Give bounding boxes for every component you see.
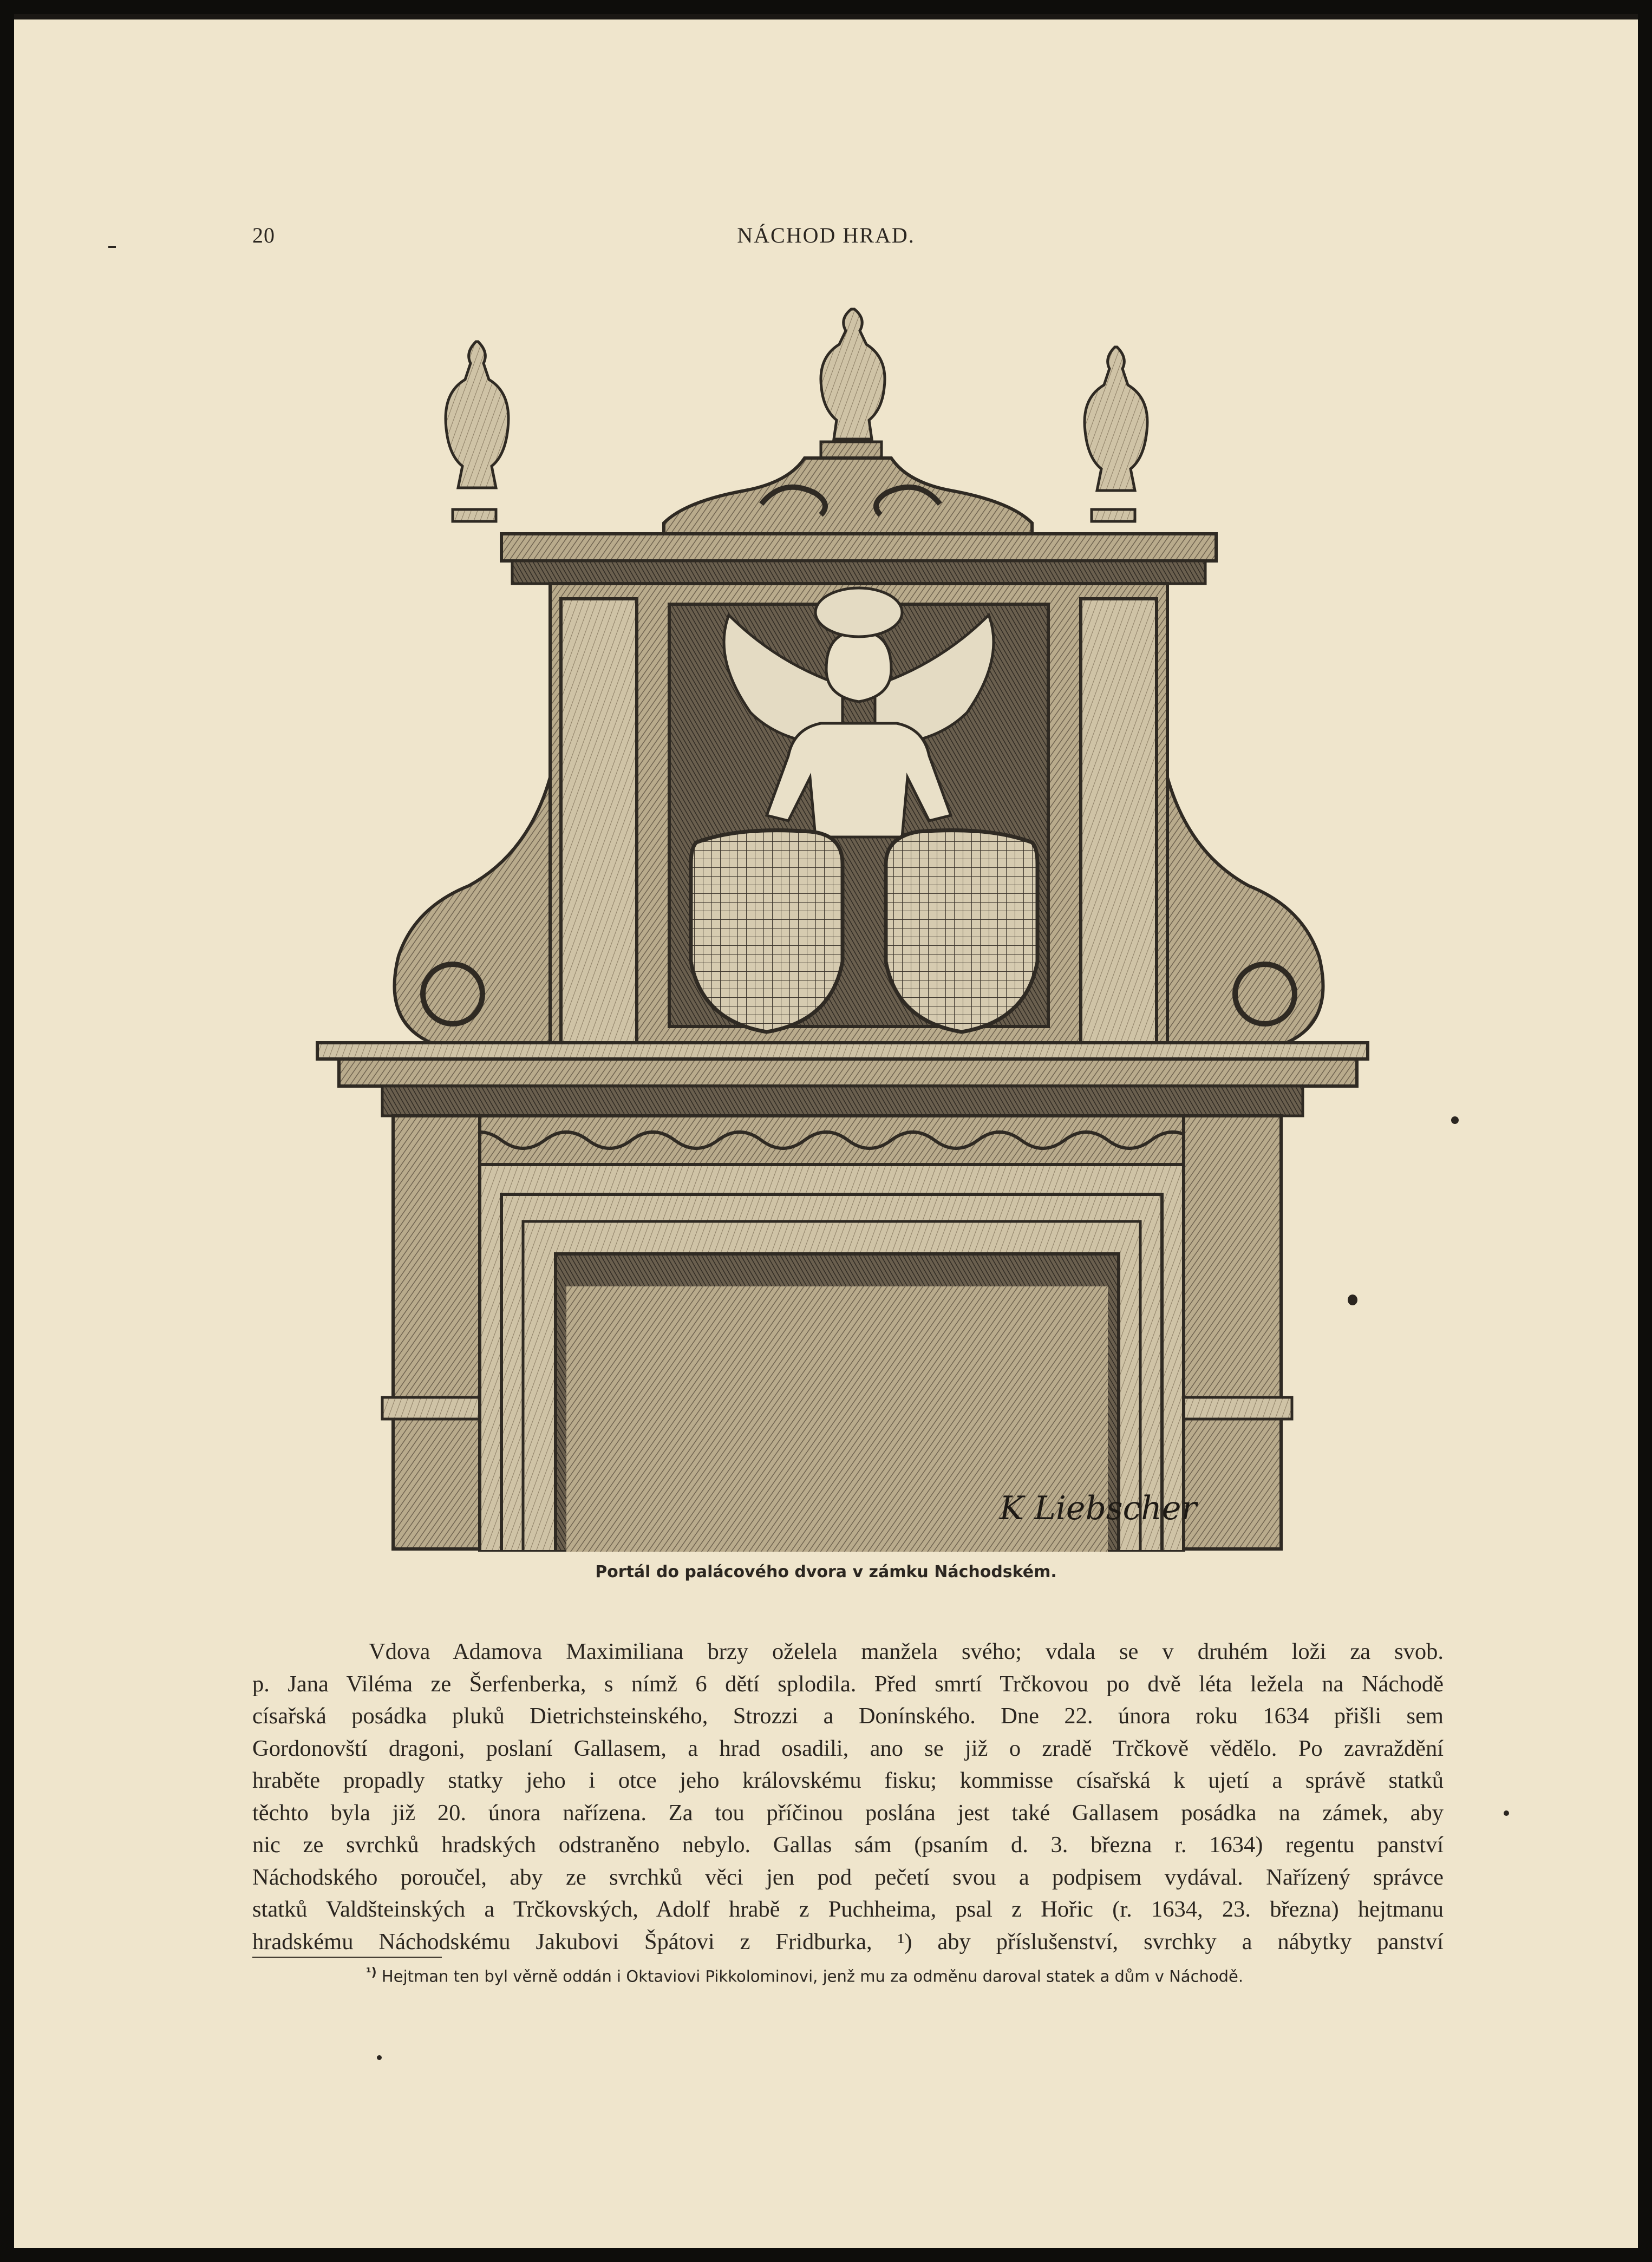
footnote-marker: ¹)	[366, 1966, 377, 1979]
figure-caption: Portál do palácového dvora v zámku Náchodském.	[595, 1563, 1057, 1581]
text-line: císařská posádka pluků Dietrichsteinského, Strozzi a Donínského. Dne 22. února roku 1634 přišli sem	[252, 1703, 1444, 1729]
frieze	[436, 1116, 1249, 1165]
text-line: hradskému Náchodskému Jakubovi Špátovi z Fridburka, ¹) aby příslušenství, svrchky a nábytky panství	[252, 1928, 1444, 1954]
top-cornice	[501, 534, 1216, 561]
footnote-text: Hejtman ten byl věrně oddán i Oktaviovi Pikkolominovi, jenž mu za odměnu daroval statek a dům v Náchodě.	[381, 1967, 1244, 1986]
left-urn	[446, 342, 508, 521]
text-line: p. Jana Viléma ze Šerfenberka, s nímž 6 dětí splodila. Před smrtí Trčkovou po dvě léta ležela na Náchodě	[252, 1671, 1444, 1697]
right-pilaster	[1081, 599, 1157, 1043]
footnote-divider	[252, 1957, 442, 1958]
paper-speck	[1504, 1810, 1509, 1816]
text-line: Gordonovští dragoni, poslaní Gallasem, a hrad osadili, ano se již o zradě Trčkově vědělo. Po zavraždění	[252, 1735, 1444, 1761]
left-volute	[395, 599, 551, 1043]
text-line: Náchodského poroučel, aby ze svrchků věci jen pod pečetí svou a podpisem vydával. Nařízený správce	[252, 1864, 1444, 1890]
paper-speck	[1348, 1295, 1357, 1305]
text-line: hraběte propadly statky jeho i otce jeho královskému fisku; kommisse císařská k ujetí a správě statků	[252, 1768, 1444, 1793]
paper-speck	[108, 246, 116, 248]
main-cornice	[317, 1043, 1368, 1059]
page-number: 20	[252, 223, 275, 247]
pediment-scroll	[664, 458, 1032, 534]
body-paragraph	[252, 1636, 1444, 1958]
center-urn	[821, 309, 885, 463]
paper-speck	[377, 2055, 382, 2060]
right-volute	[1167, 599, 1323, 1043]
portal-illustration	[296, 296, 1411, 1552]
paper-speck	[1451, 1116, 1459, 1124]
footnote	[366, 1966, 1503, 1986]
book-page	[14, 14, 1638, 2248]
left-pilaster	[561, 599, 637, 1043]
text-line: statků Valdšteinských a Trčkovských, Adolf hrabě z Puchheima, psal z Hořic (r. 1634, 23. března) hejtmanu	[252, 1897, 1444, 1922]
text-line: těchto byla již 20. února nařízena. Za tou příčinou poslána jest také Gallasem posádka na zámek, aby	[252, 1800, 1444, 1826]
right-shield	[886, 831, 1037, 1032]
running-title: NÁCHOD HRAD.	[737, 223, 915, 247]
right-column	[1184, 1116, 1281, 1549]
left-shield	[691, 831, 843, 1032]
scan-edge	[14, 14, 1638, 19]
artist-signature: K Liebscher	[1000, 1489, 1197, 1527]
left-column	[393, 1116, 480, 1549]
right-urn	[1085, 347, 1147, 521]
text-line: nic ze svrchků hradských odstraněno nebylo. Gallas sám (psaním d. 3. března r. 1634) regentu panství	[252, 1832, 1444, 1858]
text-line: Vdova Adamova Maximiliana brzy oželela manžela svého; vdala se v druhém loži za svob.	[369, 1639, 1444, 1664]
